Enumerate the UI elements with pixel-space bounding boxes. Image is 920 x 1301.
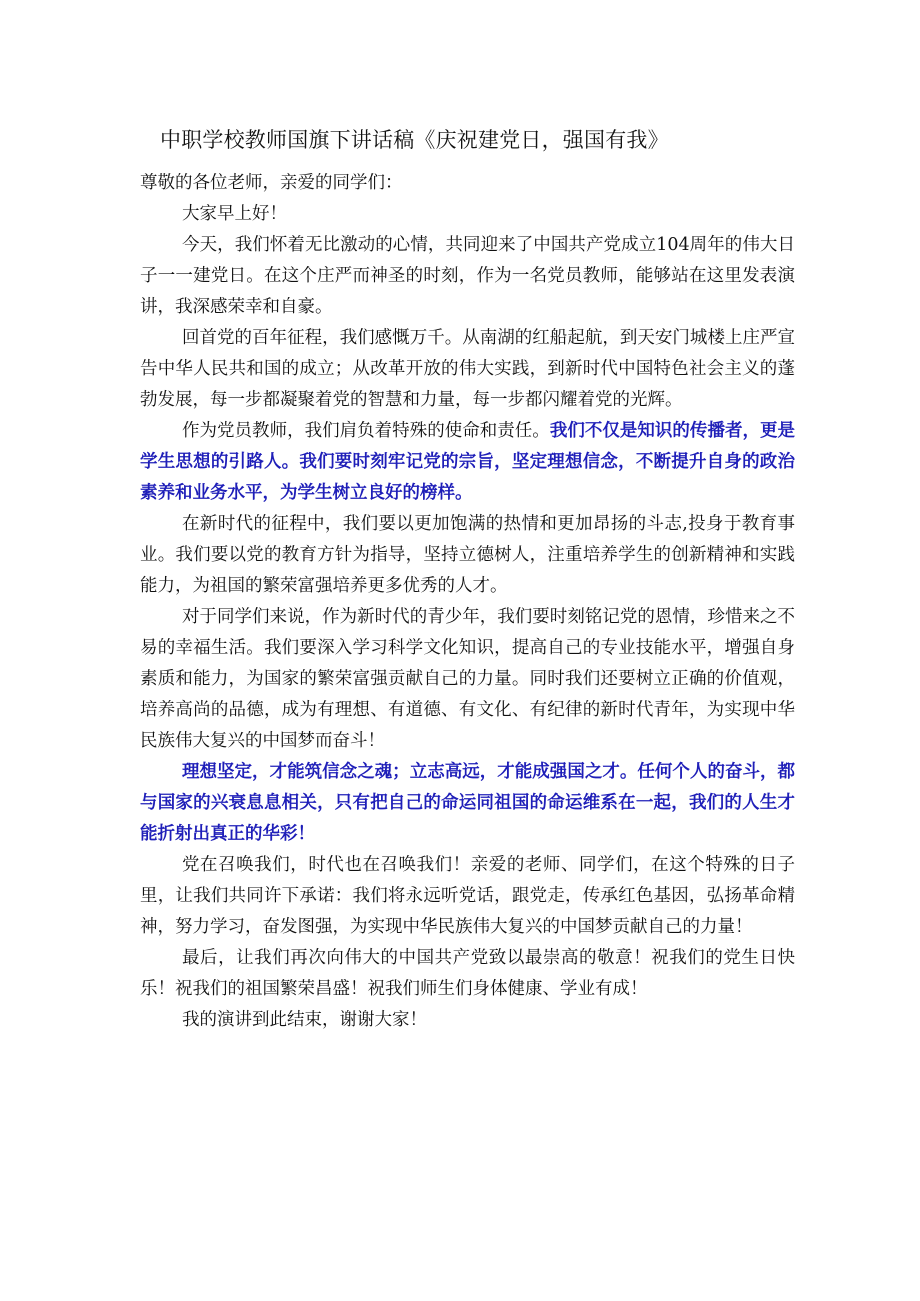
paragraph-8: 最后，让我们再次向伟大的中国共产党致以最崇高的敬意！祝我们的党生日快乐！祝我们的祖国繁荣昌盛！祝我们师生们身体健康、学业有成！	[140, 948, 795, 999]
paragraph-3-plain: 作为党员教师，我们肩负着特殊的使命和责任。	[182, 421, 550, 441]
paragraph-5: 对于同学们来说，作为新时代的青少年，我们要时刻铭记党的恩情，珍惜来之不易的幸福生活。我们要深入学习科学文化知识，提高自己的专业技能水平，增强自身素质和能力，为国家的繁荣富强贡献自己的力量。同时我们还要树立正确的价值观，培养高尚的品德，成为有理想、有道德、有文化、有纪律的新时代青年，为实现中华民族伟大复兴的中国梦而奋斗！	[140, 607, 795, 751]
closing: 我的演讲到此结束，谢谢大家！	[182, 1010, 427, 1030]
greeting: 大家早上好！	[182, 204, 287, 224]
salutation: 尊敬的各位老师，亲爱的同学们：	[140, 173, 403, 193]
paragraph-3	[140, 416, 795, 509]
paragraph-1: 今天，我们怀着无比激动的心情，共同迎来了中国共产党成立104周年的伟大日子一一建党日。在这个庄严而神圣的时刻，作为一名党员教师，能够站在这里发表演讲，我深感荣幸和自豪。	[140, 235, 795, 317]
paragraph-2: 回首党的百年征程，我们感慨万千。从南湖的红船起航，到天安门城楼上庄严宣告中华人民共和国的成立；从改革开放的伟大实践，到新时代中国特色社会主义的蓬勃发展，每一步都凝聚着党的智慧和力量，每一步都闪耀着党的光辉。	[140, 328, 795, 410]
document-body	[140, 168, 795, 1036]
document-title: 中职学校教师国旗下讲话稿《庆祝建党日，强国有我》	[160, 128, 669, 152]
paragraph-6-emphasis: 理想坚定，才能筑信念之魂；立志高远，才能成强国之才。任何个人的奋斗，都与国家的兴衰息息相关，只有把自己的命运同祖国的命运维系在一起，我们的人生才能折射出真正的华彩！	[140, 762, 795, 844]
paragraph-7: 党在召唤我们，时代也在召唤我们！亲爱的老师、同学们，在这个特殊的日子里，让我们共同许下承诺：我们将永远听党话，跟党走，传承红色基因，弘扬革命精神，努力学习，奋发图强，为实现中华民族伟大复兴的中国梦贡献自己的力量！	[140, 855, 795, 937]
paragraph-4: 在新时代的征程中，我们要以更加饱满的热情和更加昂扬的斗志,投身于教育事业。我们要以党的教育方针为指导，坚持立德树人，注重培养学生的创新精神和实践能力，为祖国的繁荣富强培养更多优秀的人才。	[140, 514, 795, 596]
paragraph-3-emphasis: 我们不仅是知识的传播者，更是学生思想的引路人。我们要时刻牢记党的宗旨，坚定理想信念，不断提升自身的政治素养和业务水平，为学生树立良好的榜样。	[140, 421, 796, 503]
